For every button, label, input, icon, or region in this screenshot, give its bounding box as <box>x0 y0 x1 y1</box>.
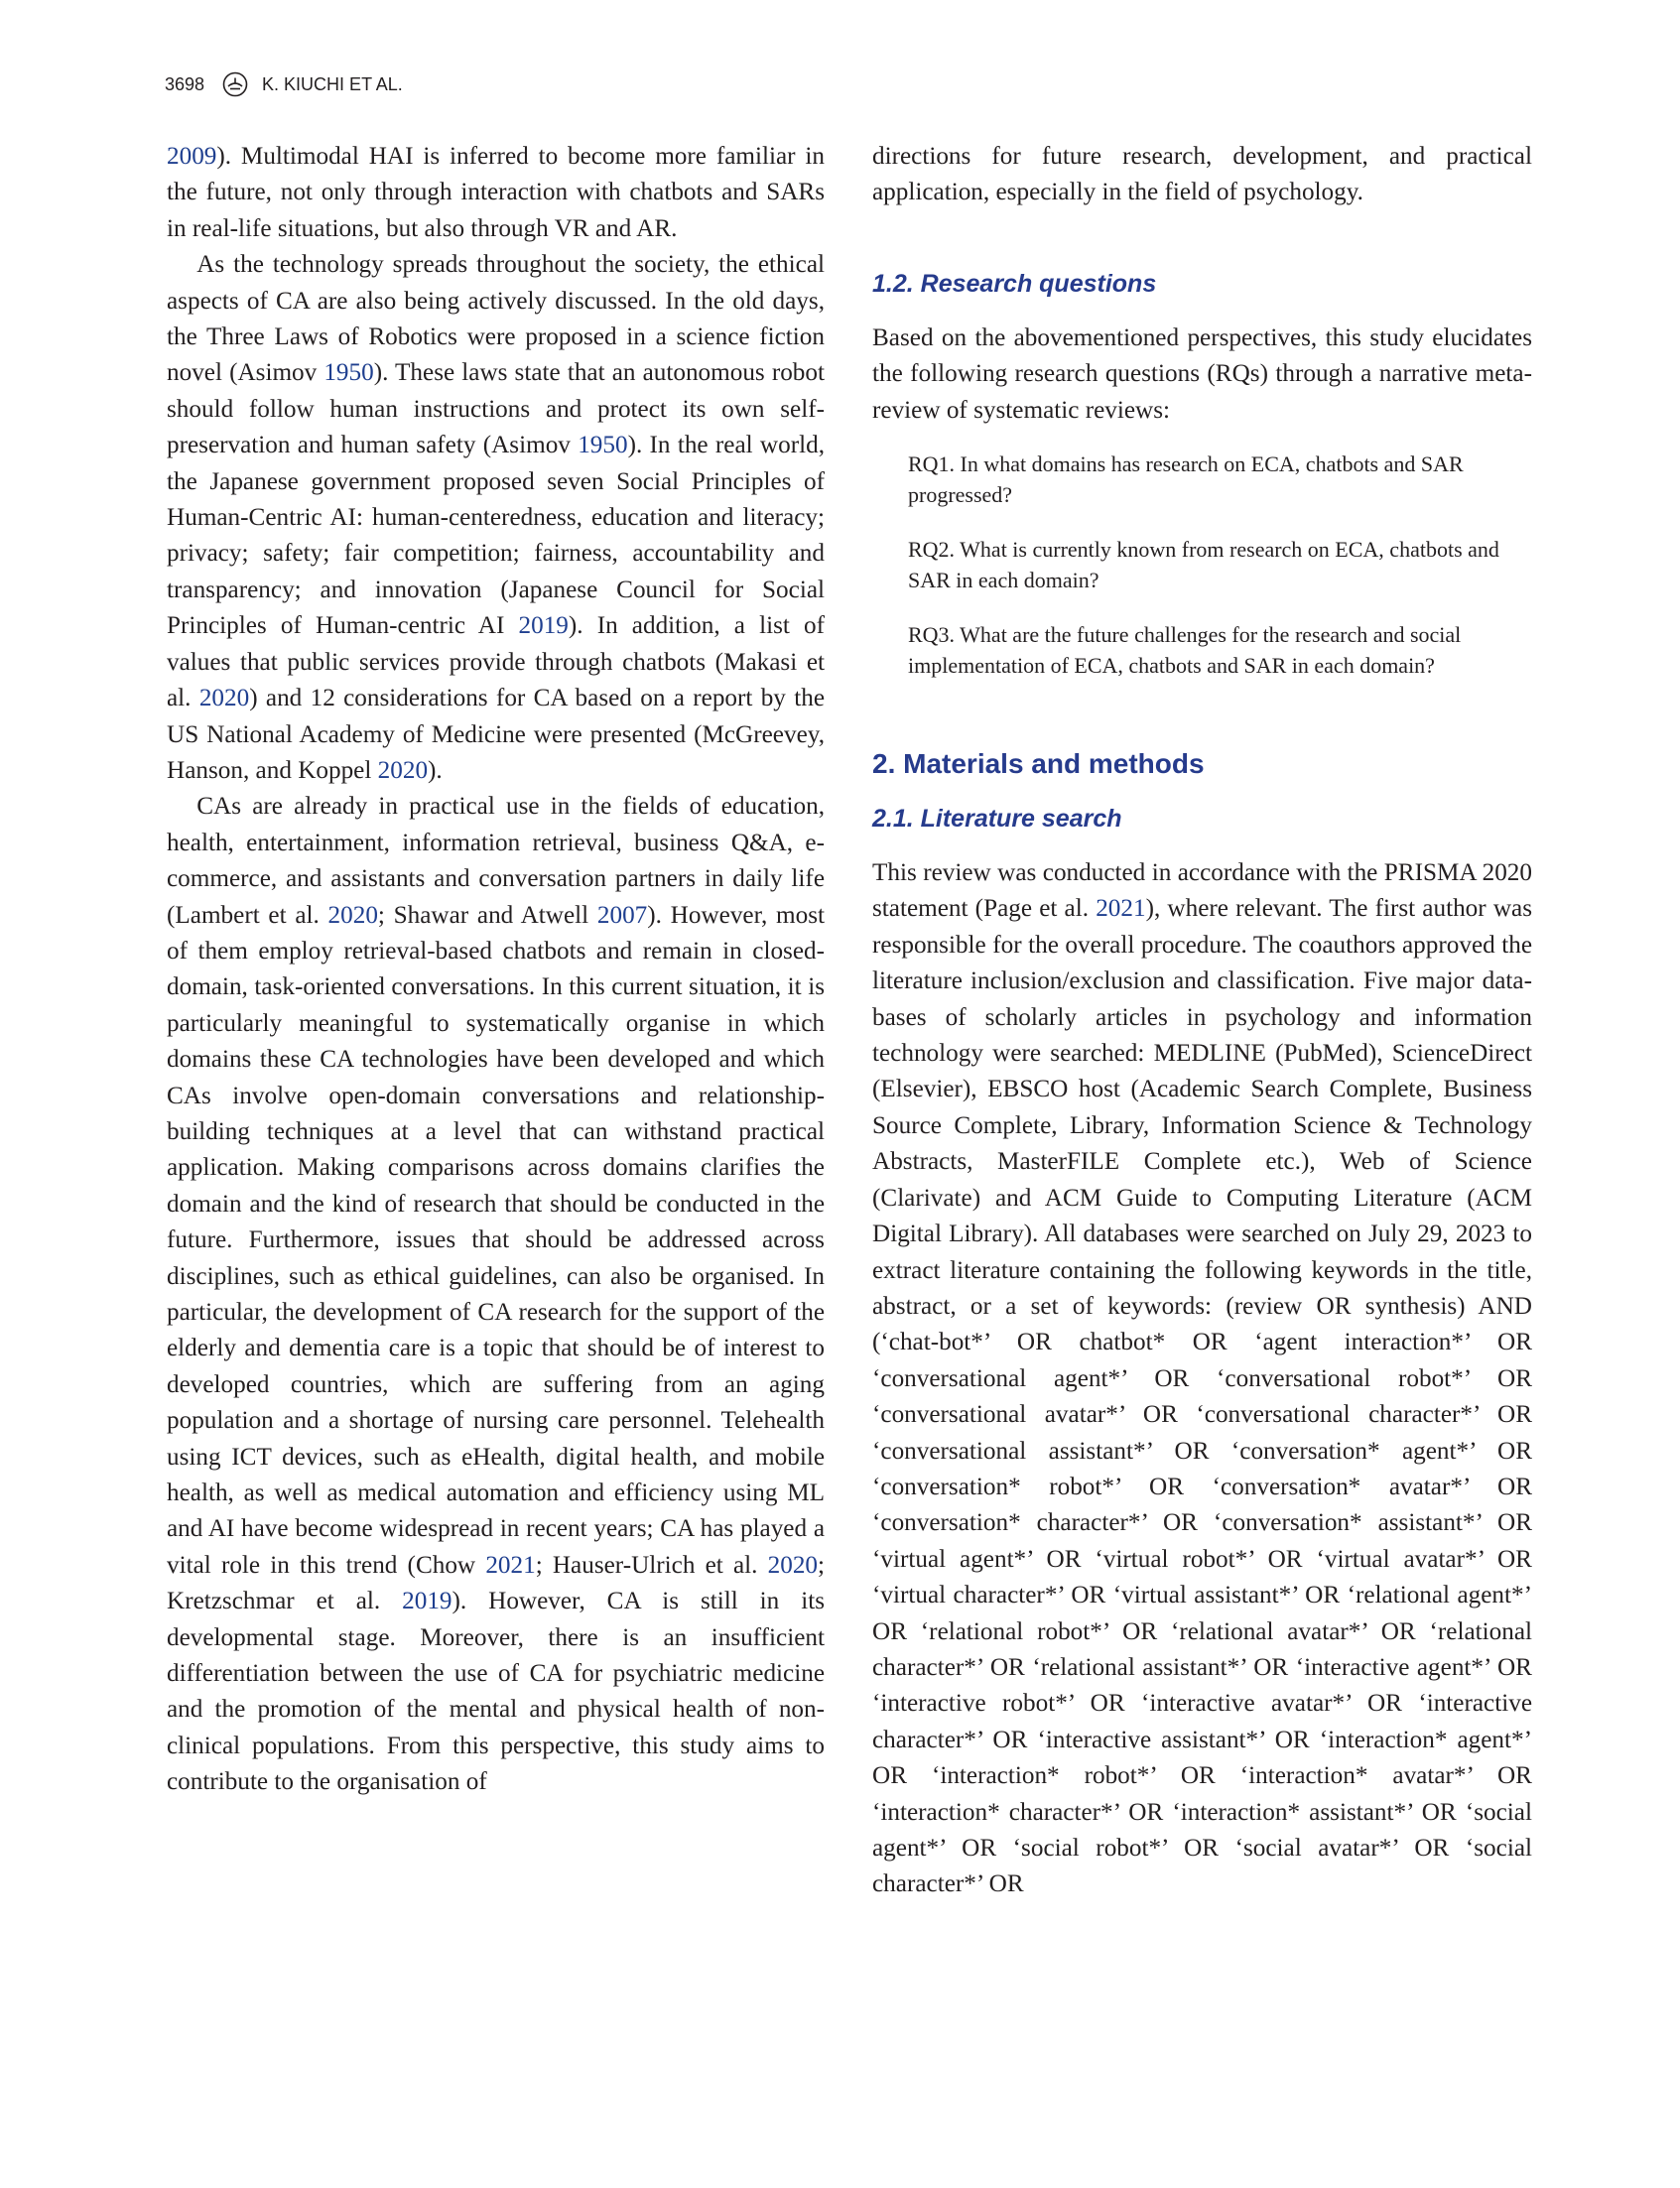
paragraph-continued <box>167 139 825 247</box>
paragraph-text: As the technology spreads throughout the society, the ethical aspects of CA are also being actively discussed. In the old days, the Three Laws of Robotics were proposed in a science fiction novel (Asimov <box>167 251 825 387</box>
subsection-heading-research-questions: 1.2. Research questions <box>872 269 1157 298</box>
paragraph-practical-use <box>167 789 825 1800</box>
paragraph-text: ; Hauser-Ulrich et al. <box>535 1551 768 1579</box>
paragraph-text: CAs are already in practical use in the fields of education, health, entertainment, information retrieval, business Q&A, e-commerce, and assistants and conversation partners in daily life (Lambert et al. <box>167 793 825 929</box>
citation-link[interactable]: 1950 <box>323 359 374 387</box>
research-question-list <box>872 449 1532 681</box>
section-heading-materials-methods: 2. Materials and methods <box>872 748 1205 780</box>
subsection-heading-literature-search: 2.1. Literature search <box>872 805 1122 834</box>
research-question-1: RQ1. In what domains has research on ECA, chatbots and SAR progressed? <box>908 451 1464 508</box>
paragraph-text: ), where relevant. The first author was responsible for the overall procedure. The coauthors approved the literature inclusion/exclusion and classification. Five major databases of scholarly articles in psychology and information technology were searched: MEDLINE (PubMed), ScienceDirect (Elsevier), EBSCO host (Academic Search Complete, Business Source Complete, Library, Information Science & Technology Abstracts, MasterFILE Complete etc.), Web of Science (Clarivate) and ACM Guide to Computing Literature (ACM Digital Library). All databases were searched on July 29, 2023 to extract literature containing the following keywords in the title, abstract, or a set of keywords: (review OR synthesis) AND (‘chat-bot*’ OR chatbot* OR ‘agent interaction*’ OR ‘conversational agent*’ OR ‘conversational robot*’ OR ‘conversational avatar*’ OR ‘conversational character*’ OR ‘conversational assistant*’ OR ‘conversation* agent*’ OR ‘conversation* robot*’ OR ‘conversation* avatar*’ OR ‘conversation* character*’ OR ‘conversation* assistant*’ OR ‘virtual agent*’ OR ‘virtual robot*’ OR ‘virtual avatar*’ OR ‘virtual character*’ OR ‘virtual assistant*’ OR ‘relational agent*’ OR ‘relational robot*’ OR ‘relational avatar*’ OR ‘relational character*’ OR ‘relational assistant*’ OR ‘interactive agent*’ OR ‘interactive robot*’ OR ‘interactive avatar*’ OR ‘interactive character*’ OR ‘interactive assistant*’ OR ‘interaction* agent*’ OR ‘interaction* robot*’ OR ‘interaction* avatar*’ OR ‘interaction* character*’ OR ‘interaction* assistant*’ OR ‘social agent*’ OR ‘social robot*’ OR ‘social avatar*’ OR ‘social character*’ OR <box>872 895 1532 1898</box>
paragraph-text: ). These laws state that an autonomous robot should follow human instructions and protect its own self-preservation and human safety (Asimov <box>167 359 825 459</box>
paragraph-ethics <box>167 247 825 789</box>
research-question-2: RQ2. What is currently known from research on ECA, chatbots and SAR in each domain? <box>908 537 1499 593</box>
paragraph-text: ; Kretzschmar et al. <box>167 1551 825 1615</box>
research-question-3: RQ3. What are the future challenges for the research and social implementation of ECA, chatbots and SAR in each domain? <box>908 622 1462 679</box>
citation-link[interactable]: 2020 <box>767 1551 818 1579</box>
paragraph-text: ). However, CA is still in its developmental stage. Moreover, there is an insufficient differentiation between the use of CA for psychiatric medicine and the promotion of the mental and physical health of non-clinical populations. From this perspective, this study aims to contribute to the organisation of <box>167 1588 825 1796</box>
running-head: K. KIUCHI ET AL. <box>262 73 403 94</box>
paragraph-text: ). However, most of them employ retrieval-based chatbots and remain in closed-domain, task-oriented conversations. In this current situation, it is particularly meaningful to systematically organise in which domains these CA technologies have been developed and which CAs involve open-domain conversations and relationship-building techniques at a level that can withstand practical application. Making comparisons across domains clarifies the domain and the kind of research that should be conducted in the future. Furthermore, issues that should be addressed across disciplines, such as ethical guidelines, can also be organised. In particular, the development of CA research for the support of the elderly and dementia care is a topic that should be of interest to developed countries, which are suffering from an aging population and a shortage of nursing care personnel. Telehealth using ICT devices, such as eHealth, digital health, and mobile health, as well as medical automation and efficiency using ML and AI have become widespread in recent years; CA has played a vital role in this trend (Chow <box>167 901 825 1579</box>
paragraph-text: ). Multimodal HAI is inferred to become more familiar in the future, not only through interaction with chatbots and SARs in real-life situations, but also through VR and AR. <box>167 143 825 242</box>
paragraph-literature-search <box>872 855 1532 1903</box>
paragraph-text: ). In the real world, the Japanese government proposed seven Social Principles of Human-Centric AI: human-centeredness, education and literacy; privacy; safety; fair competition; fairness, accountability and transparency; and innovation (Japanese Council for Social Principles of Human-centric AI <box>167 432 825 640</box>
paragraph-continued: directions for future research, development, and practical application, especially in the field of psychology. <box>872 143 1532 206</box>
citation-link[interactable]: 2020 <box>327 901 378 929</box>
paragraph-text: This review was conducted in accordance with the PRISMA 2020 statement (Page et al. <box>872 859 1532 923</box>
citation-link[interactable]: 2021 <box>485 1551 536 1579</box>
citation-link[interactable]: 2019 <box>518 612 569 640</box>
paragraph-text: ). <box>428 756 443 784</box>
page-number: 3698 <box>165 73 205 94</box>
publisher-logo-icon <box>222 71 248 97</box>
citation-link[interactable]: 2019 <box>402 1588 452 1615</box>
paragraph-rq-intro: Based on the abovementioned perspectives, this study elucidates the following research questions (RQs) through a narrative meta-review of systematic reviews: <box>872 323 1532 424</box>
citation-link[interactable]: 2020 <box>198 685 250 712</box>
paragraph-text: ; Shawar and Atwell <box>377 901 597 929</box>
citation-link[interactable]: 2021 <box>1096 895 1146 923</box>
citation-link[interactable]: 1950 <box>578 432 628 459</box>
citation-link[interactable]: 2009 <box>167 143 217 170</box>
right-column <box>872 139 1532 1903</box>
paragraph-text: ) and 12 considerations for CA based on a report by the US National Academy of Medicine were presented (McGreevey, Hanson, and Koppel <box>167 685 825 784</box>
page-header <box>165 69 403 99</box>
paragraph-text: ). In addition, a list of values that public services provide through chatbots (Makasi et al. <box>167 612 826 712</box>
citation-link[interactable]: 2020 <box>377 756 429 784</box>
citation-link[interactable]: 2007 <box>596 901 648 929</box>
left-column <box>167 139 825 1801</box>
